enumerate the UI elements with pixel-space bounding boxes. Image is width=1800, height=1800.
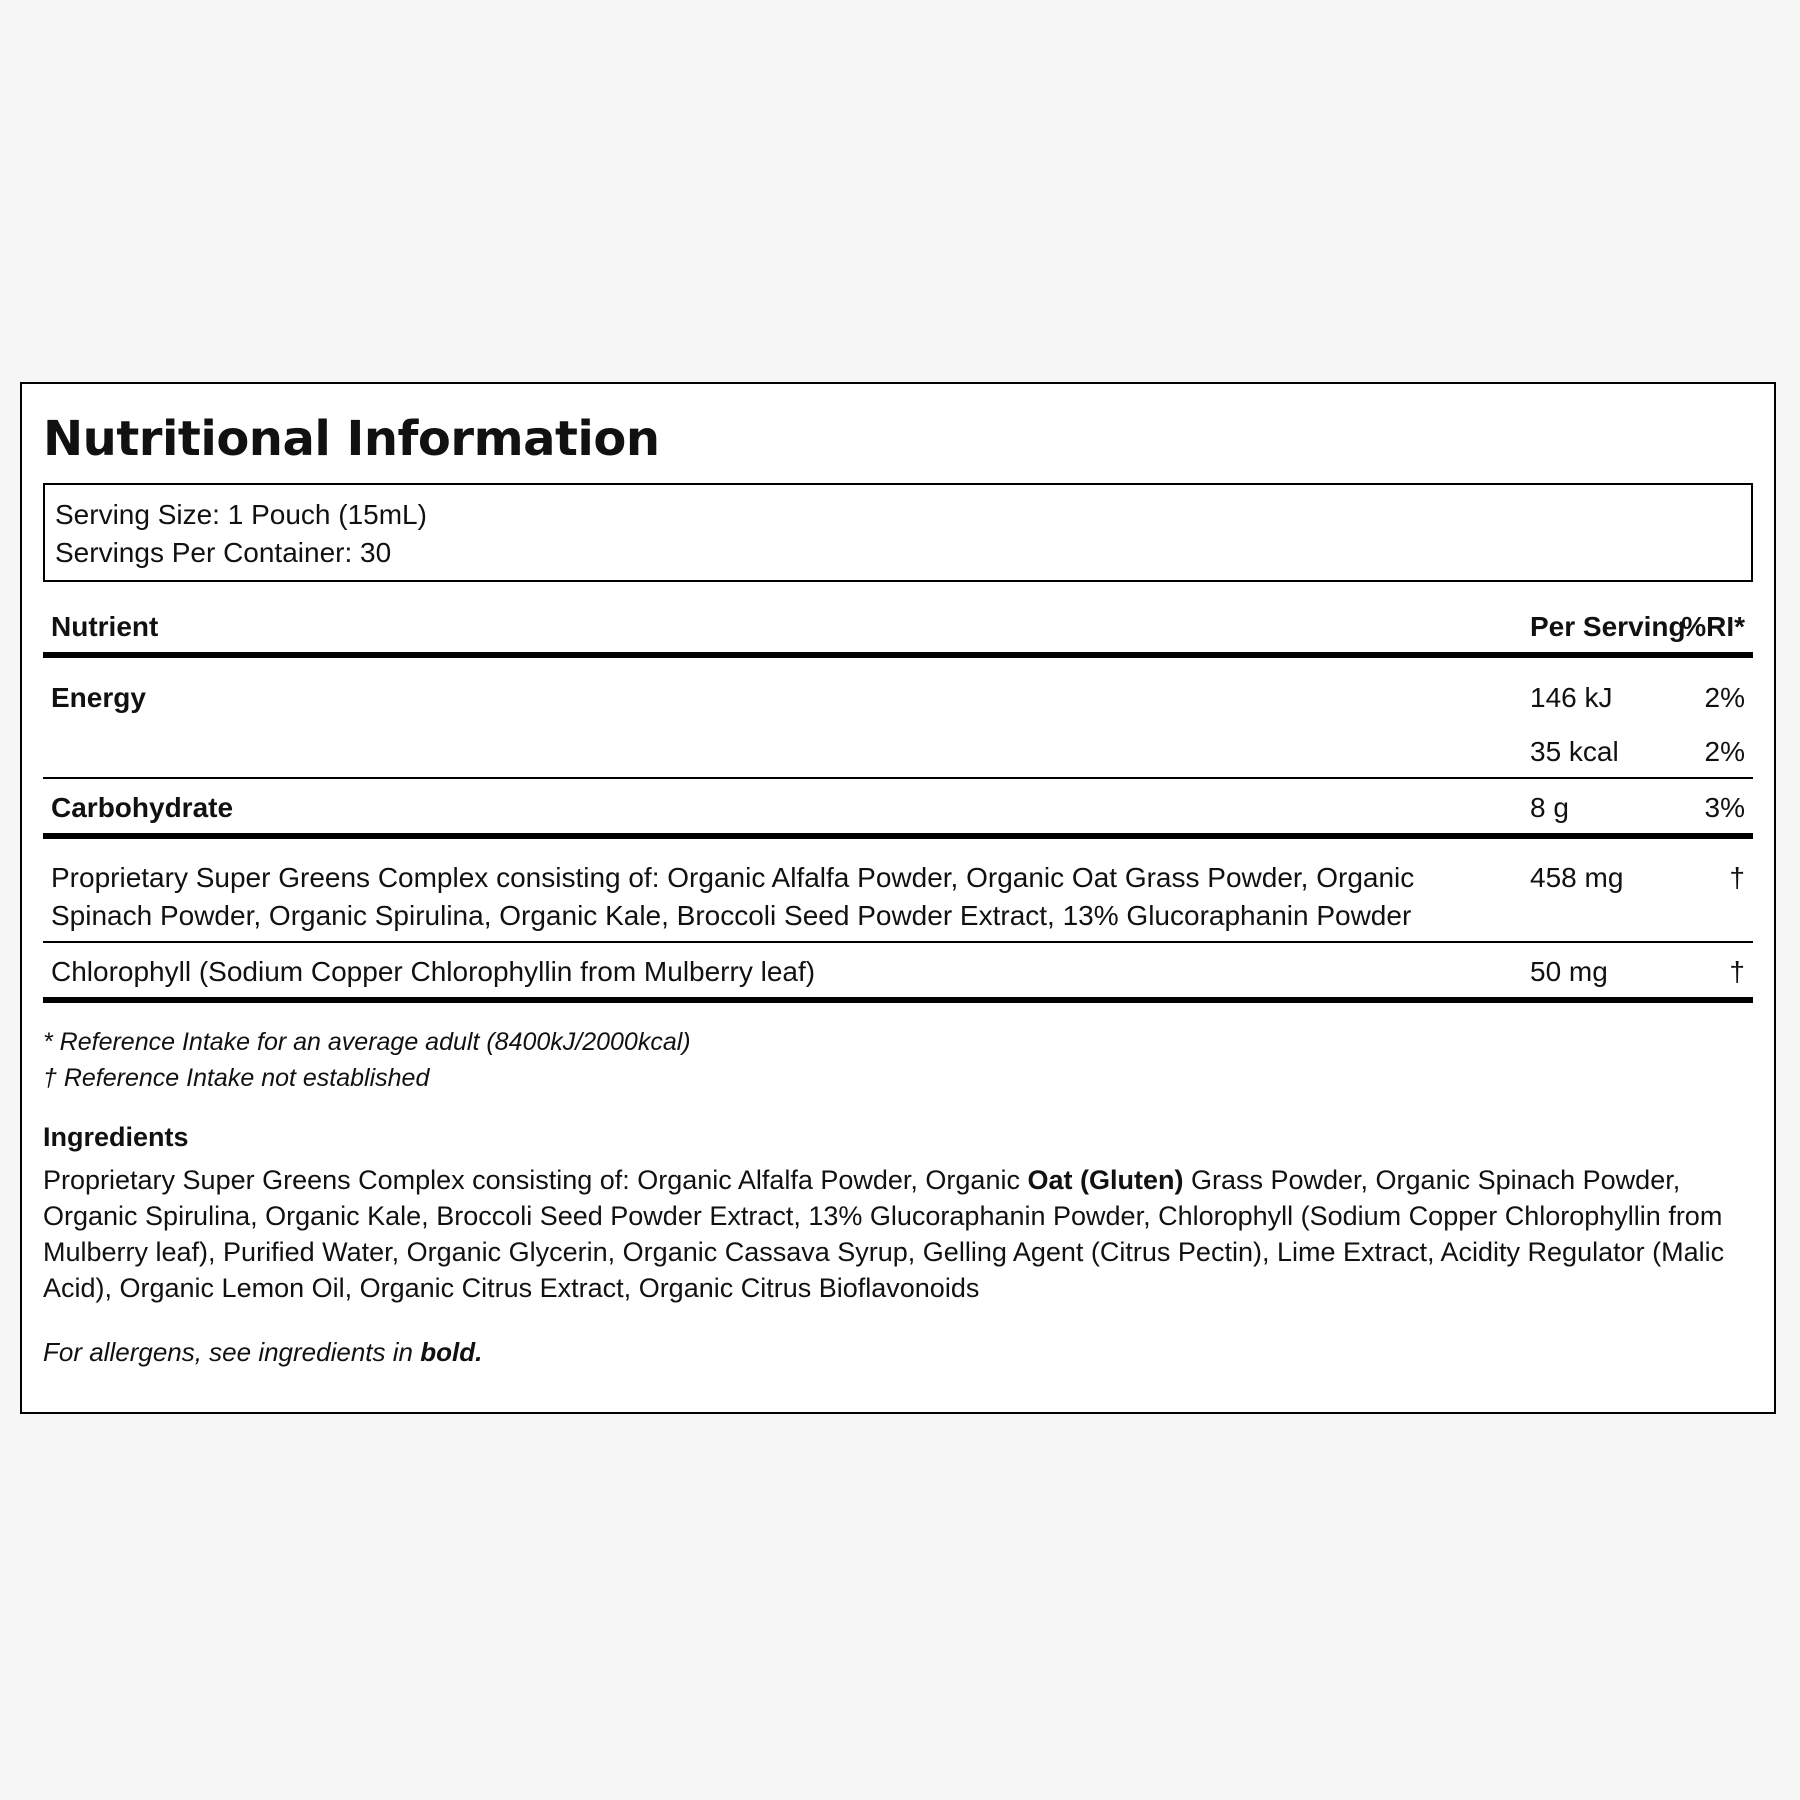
header-per-serving: Per Serving: [1530, 611, 1686, 642]
greens-complex-label: Proprietary Super Greens Complex consisting of: Organic Alfalfa Powder, Organic Oat Grass Powder, Organic Spinach Powder, Organic Spirulina, Organic Kale, Broccoli Seed Powder Extract, 13% Glucoraphanin Powder: [51, 862, 1415, 931]
allergen-note-text: For allergens, see ingredients in: [43, 1337, 421, 1367]
allergen-note: [43, 1335, 482, 1369]
ingredients-text: [43, 1162, 1743, 1306]
allergen-note-bold: bold.: [420, 1337, 483, 1367]
footnotes: [43, 1024, 691, 1096]
energy-kj-value: 146 kJ: [1530, 682, 1613, 713]
chlorophyll-label: Chlorophyll (Sodium Copper Chlorophyllin from Mulberry leaf): [51, 956, 816, 987]
chlorophyll-value: 50 mg: [1530, 956, 1608, 987]
energy-divider: [43, 777, 1753, 779]
energy-kcal-ri: 2%: [1704, 736, 1745, 767]
greens-complex-value: 458 mg: [1530, 862, 1624, 893]
ingredients-text-before: Proprietary Super Greens Complex consisting of: Organic Alfalfa Powder, Organic: [43, 1165, 1028, 1195]
ingredients-text-after: Grass Powder, Organic Spinach Powder, Organic Spirulina, Organic Kale, Broccoli Seed Powder Extract, 13% Glucoraphanin Powder, Chlorophyll (Sodium Copper Chlorophyllin from Mulberry leaf), Purified Water, Organic Glycerin, Organic Cassava Syrup, Gelling Agent (Citrus Pectin), Lime Extract, Acidity Regulator (Malic Acid), Organic Lemon Oil, Organic Citrus Extract, Organic Citrus Bioflavonoids: [43, 1165, 1725, 1303]
table-bottom-divider: [43, 997, 1753, 1003]
carbohydrate-value: 8 g: [1530, 792, 1569, 823]
header-ri: %RI*: [1681, 611, 1745, 642]
servings-per-container: Servings Per Container: 30: [55, 537, 392, 568]
ingredients-heading: Ingredients: [43, 1122, 189, 1152]
footnote-dagger: † Reference Intake not established: [43, 1064, 430, 1092]
ingredients-allergen: Oat (Gluten): [1027, 1165, 1184, 1195]
chlorophyll-ri: †: [1729, 956, 1745, 987]
serving-info-box: [43, 483, 1753, 582]
footnote-ri: * Reference Intake for an average adult (8400kJ/2000kcal): [43, 1028, 691, 1056]
energy-kcal-value: 35 kcal: [1530, 736, 1619, 767]
greens-complex-ri: †: [1729, 862, 1745, 893]
header-divider: [43, 652, 1753, 658]
carbohydrate-ri: 3%: [1704, 792, 1745, 823]
greens-divider: [43, 941, 1753, 943]
carbohydrate-divider: [43, 833, 1753, 839]
serving-size: Serving Size: 1 Pouch (15mL): [55, 499, 427, 530]
nutrient-carbohydrate-label: Carbohydrate: [51, 792, 234, 823]
nutrient-energy-label: Energy: [51, 682, 146, 713]
nutrition-panel-content: [43, 384, 1753, 1412]
page-title: Nutritional Information: [43, 411, 660, 467]
energy-kj-ri: 2%: [1704, 682, 1745, 713]
nutrition-panel: [20, 382, 1776, 1414]
header-nutrient: Nutrient: [51, 611, 159, 642]
